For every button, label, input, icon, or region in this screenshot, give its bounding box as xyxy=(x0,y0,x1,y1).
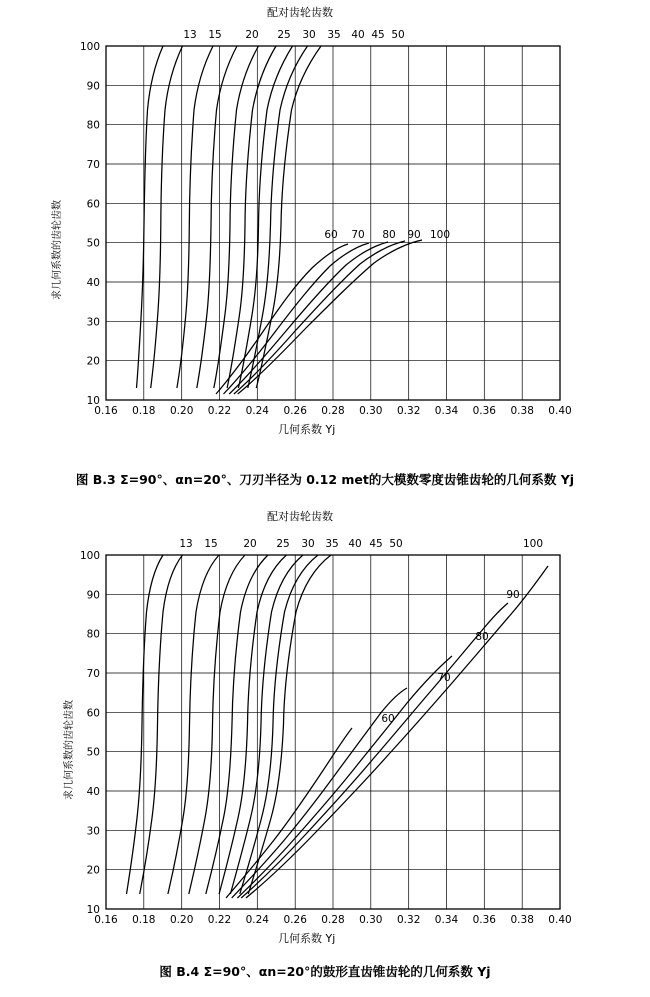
svg-text:0.32: 0.32 xyxy=(397,405,421,417)
svg-text:30: 30 xyxy=(301,538,315,550)
svg-text:20: 20 xyxy=(243,538,257,550)
figure-b3-top-curve-labels xyxy=(183,29,404,41)
svg-text:30: 30 xyxy=(86,825,100,838)
figure-b4-caption: 图 B.4 Σ=90°、αn=20°的鼓形直齿锥齿轮的几何系数 Yj xyxy=(159,964,491,979)
figure-b3-inner-curves xyxy=(216,240,422,394)
svg-text:13: 13 xyxy=(179,538,193,550)
svg-text:0.34: 0.34 xyxy=(434,405,459,417)
svg-text:60: 60 xyxy=(324,229,338,241)
figure-b4-y-axis-title: 求几何系数的齿轮齿数 xyxy=(64,700,75,800)
figure-b3-curves xyxy=(137,46,322,388)
svg-text:0.28: 0.28 xyxy=(321,405,345,417)
svg-text:0.30: 0.30 xyxy=(359,405,383,417)
svg-text:80: 80 xyxy=(475,631,489,643)
figure-b4 xyxy=(0,500,650,997)
svg-text:60: 60 xyxy=(86,198,100,211)
svg-text:25: 25 xyxy=(277,29,291,41)
figure-b3-gridlines xyxy=(106,46,560,400)
figure-b4-top-curve-labels xyxy=(179,538,543,550)
svg-text:20: 20 xyxy=(86,864,100,877)
svg-text:30: 30 xyxy=(86,316,100,329)
svg-text:0.30: 0.30 xyxy=(359,914,383,926)
svg-text:0.36: 0.36 xyxy=(472,914,496,926)
svg-text:15: 15 xyxy=(208,29,222,41)
svg-text:40: 40 xyxy=(351,29,365,41)
svg-text:45: 45 xyxy=(369,538,383,550)
svg-text:0.26: 0.26 xyxy=(283,405,307,417)
svg-text:100: 100 xyxy=(79,550,100,562)
figure-b4-x-axis-title: 几何系数 Yj xyxy=(278,932,336,945)
svg-text:15: 15 xyxy=(204,538,218,550)
svg-text:0.16: 0.16 xyxy=(94,405,118,417)
svg-text:70: 70 xyxy=(86,159,100,171)
svg-text:0.36: 0.36 xyxy=(472,405,496,417)
svg-text:45: 45 xyxy=(371,29,385,41)
figure-b4-curves xyxy=(127,555,332,894)
svg-text:10: 10 xyxy=(86,904,100,916)
svg-text:50: 50 xyxy=(86,237,100,250)
svg-text:0.22: 0.22 xyxy=(207,405,232,417)
svg-text:20: 20 xyxy=(245,29,259,41)
figure-b4-gridlines xyxy=(106,555,560,909)
svg-text:0.18: 0.18 xyxy=(132,914,156,926)
figure-b4-inner-curves xyxy=(226,566,548,898)
svg-text:80: 80 xyxy=(86,628,100,641)
figure-b4-y-ticks xyxy=(80,550,100,916)
figure-b3-caption: 图 B.3 Σ=90°、αn=20°、刀刃半径为 0.12 met的大模数零度齿锥齿轮的几何系数 Yj xyxy=(75,472,575,487)
svg-text:50: 50 xyxy=(86,746,100,759)
svg-text:60: 60 xyxy=(381,713,395,725)
svg-text:0.34: 0.34 xyxy=(434,914,459,926)
svg-text:90: 90 xyxy=(86,589,100,602)
svg-text:90: 90 xyxy=(86,80,100,93)
figure-b3-top-label: 配对齿轮齿数 xyxy=(267,6,333,19)
svg-text:40: 40 xyxy=(86,277,100,289)
figure-b4-plot xyxy=(0,500,650,970)
figure-b3-inner-curve-labels xyxy=(324,229,450,241)
figure-b3-y-axis-title: 求几何系数的齿轮齿数 xyxy=(52,200,63,300)
svg-text:0.22: 0.22 xyxy=(207,914,232,926)
svg-text:20: 20 xyxy=(86,355,100,368)
figure-b3-x-ticks xyxy=(94,405,571,417)
svg-text:0.20: 0.20 xyxy=(170,405,194,417)
svg-text:100: 100 xyxy=(79,41,100,53)
svg-text:60: 60 xyxy=(86,707,100,720)
svg-text:40: 40 xyxy=(86,786,100,798)
svg-text:0.20: 0.20 xyxy=(170,914,194,926)
svg-text:13: 13 xyxy=(183,29,197,41)
svg-text:70: 70 xyxy=(437,672,451,684)
figure-b3-y-ticks xyxy=(80,41,100,407)
svg-text:100: 100 xyxy=(429,229,451,241)
svg-text:90: 90 xyxy=(407,229,421,241)
figure-b4-top-label: 配对齿轮齿数 xyxy=(267,510,333,523)
svg-text:0.32: 0.32 xyxy=(397,914,421,926)
svg-text:0.40: 0.40 xyxy=(548,914,572,926)
svg-text:10: 10 xyxy=(86,395,100,407)
svg-text:70: 70 xyxy=(86,668,100,680)
svg-text:25: 25 xyxy=(276,538,290,550)
svg-text:0.16: 0.16 xyxy=(94,914,118,926)
figure-b3-x-axis-title: 几何系数 Yj xyxy=(278,423,336,436)
svg-text:70: 70 xyxy=(351,229,365,241)
svg-text:0.24: 0.24 xyxy=(245,914,269,926)
svg-text:50: 50 xyxy=(389,538,403,550)
svg-text:80: 80 xyxy=(382,229,396,241)
svg-text:35: 35 xyxy=(327,29,341,41)
svg-text:0.38: 0.38 xyxy=(510,914,534,926)
svg-text:80: 80 xyxy=(86,119,100,132)
svg-text:30: 30 xyxy=(302,29,316,41)
svg-text:90: 90 xyxy=(506,589,520,601)
svg-text:50: 50 xyxy=(391,29,405,41)
svg-text:0.28: 0.28 xyxy=(321,914,345,926)
svg-text:35: 35 xyxy=(325,538,339,550)
figure-b3-plot xyxy=(0,0,650,470)
figure-b4-x-ticks xyxy=(94,914,571,926)
svg-text:0.26: 0.26 xyxy=(283,914,307,926)
svg-text:40: 40 xyxy=(348,538,362,550)
svg-text:0.24: 0.24 xyxy=(245,405,269,417)
svg-text:0.38: 0.38 xyxy=(510,405,534,417)
svg-text:0.40: 0.40 xyxy=(548,405,572,417)
svg-text:100: 100 xyxy=(522,538,544,550)
svg-text:0.18: 0.18 xyxy=(132,405,156,417)
